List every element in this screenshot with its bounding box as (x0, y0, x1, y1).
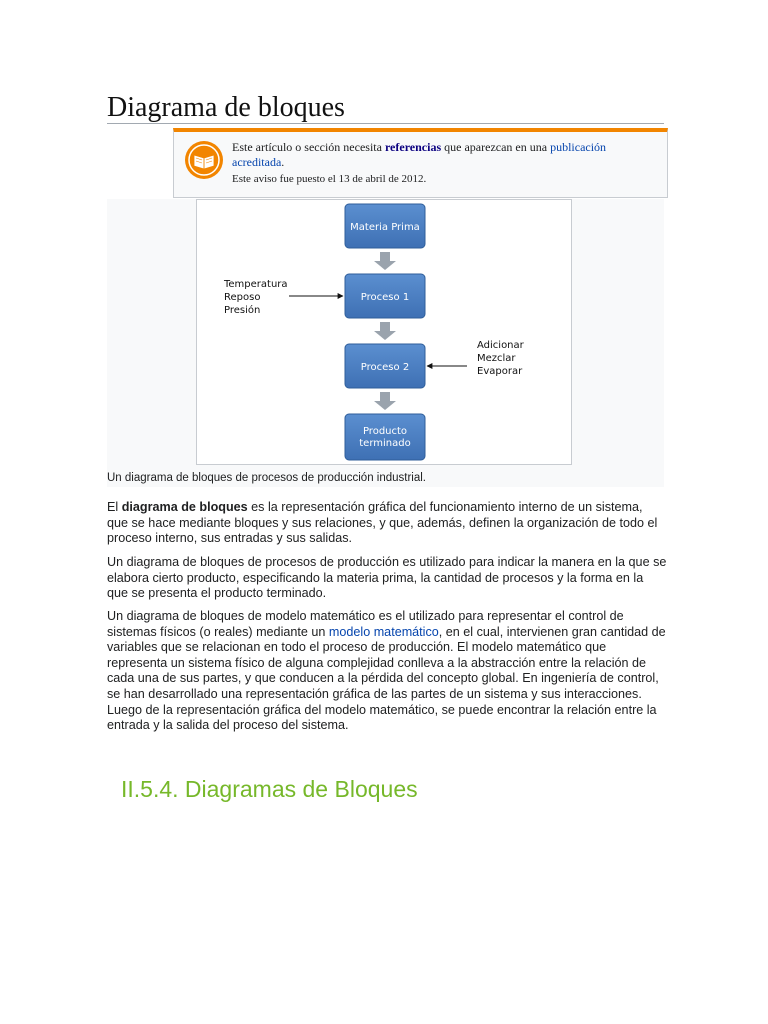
p3-prefix: Un diagrama de bloques de modelo matemático es el utilizado para representar el control de sistemas físicos (o reales) mediante un (107, 609, 624, 639)
p1-bold-term: diagrama de bloques (121, 500, 248, 514)
paragraph-definition (107, 500, 667, 547)
publicacion-acreditada-link[interactable]: publicación acreditada (232, 140, 607, 169)
input-label: Temperatura (224, 279, 288, 290)
paragraph-production: Un diagrama de bloques de procesos de producción es utilizado para indicar la manera en la que se elabora cierto producto, especificando la materia prima, la cantidad de procesos y la forma en la que se presenta el producto terminado. (107, 555, 667, 601)
book-icon (185, 141, 223, 179)
block-label: Proceso 2 (360, 362, 410, 373)
input-label: Adicionar (477, 340, 524, 351)
block-label-line: Producto (362, 426, 408, 437)
p1-rest: es la representación gráfica del funcionamiento interno de un sistema, que se hace mediante bloques y sus relaciones, y que, además, definen la organización de todo el proceso interno, sus entradas y sus salidas. (107, 500, 658, 546)
referencias-link[interactable]: referencias (384, 140, 442, 154)
notice-text-before: Este artículo o sección necesita (232, 140, 385, 154)
notice-text-middle: que aparezcan en una (441, 140, 551, 154)
down-arrow-icon (374, 392, 396, 410)
references-notice (173, 128, 668, 198)
left-inputs (223, 279, 343, 316)
block-label: Materia Prima (350, 222, 420, 233)
block-label-line: terminado (359, 438, 411, 449)
input-label: Mezclar (477, 353, 516, 364)
section-heading: II.5.4. Diagramas de Bloques (121, 776, 418, 802)
input-label: Presión (224, 305, 261, 316)
notice-text-end: . (281, 155, 285, 169)
block-proceso-1 (345, 274, 425, 318)
notice-text (232, 140, 652, 186)
figure (107, 199, 664, 487)
block-label: Proceso 1 (360, 292, 410, 303)
p1-prefix: El (107, 500, 122, 514)
figure-caption: Un diagrama de bloques de procesos de producción industrial. (107, 472, 427, 484)
paragraph-math-model (107, 609, 667, 734)
block-diagram (196, 199, 572, 465)
input-label: Evaporar (477, 366, 523, 377)
block-label (359, 426, 410, 449)
block-proceso-2 (345, 344, 425, 388)
block-producto-terminado (345, 414, 425, 460)
modelo-matematico-link[interactable]: modelo matemático (328, 624, 439, 639)
right-inputs (427, 340, 525, 377)
title-divider (107, 123, 664, 124)
notice-subtext: Este aviso fue puesto el 13 de abril de 2012. (232, 173, 427, 185)
down-arrow-icon (374, 322, 396, 340)
input-label: Reposo (224, 292, 261, 303)
block-materia-prima (345, 204, 425, 248)
p3-rest: , en el cual, intervienen gran cantidad de variables que se relacionan en todo el proceso de producción. El modelo matemático que representa un sistema físico de alguna complejidad conlleva a la abstracción entre la relación de cada una de sus partes, y que conducen a la pérdida del concepto global. En ingeniería de control, se han desarrollado una representación gráfica de las partes de un sistema y sus interacciones. Luego de la representación gráfica del modelo matemático, se puede encontrar la relación entre la entrada y la salida del proceso del sistema. (107, 624, 666, 733)
down-arrow-icon (374, 252, 396, 270)
page-title: Diagrama de bloques (107, 92, 345, 123)
